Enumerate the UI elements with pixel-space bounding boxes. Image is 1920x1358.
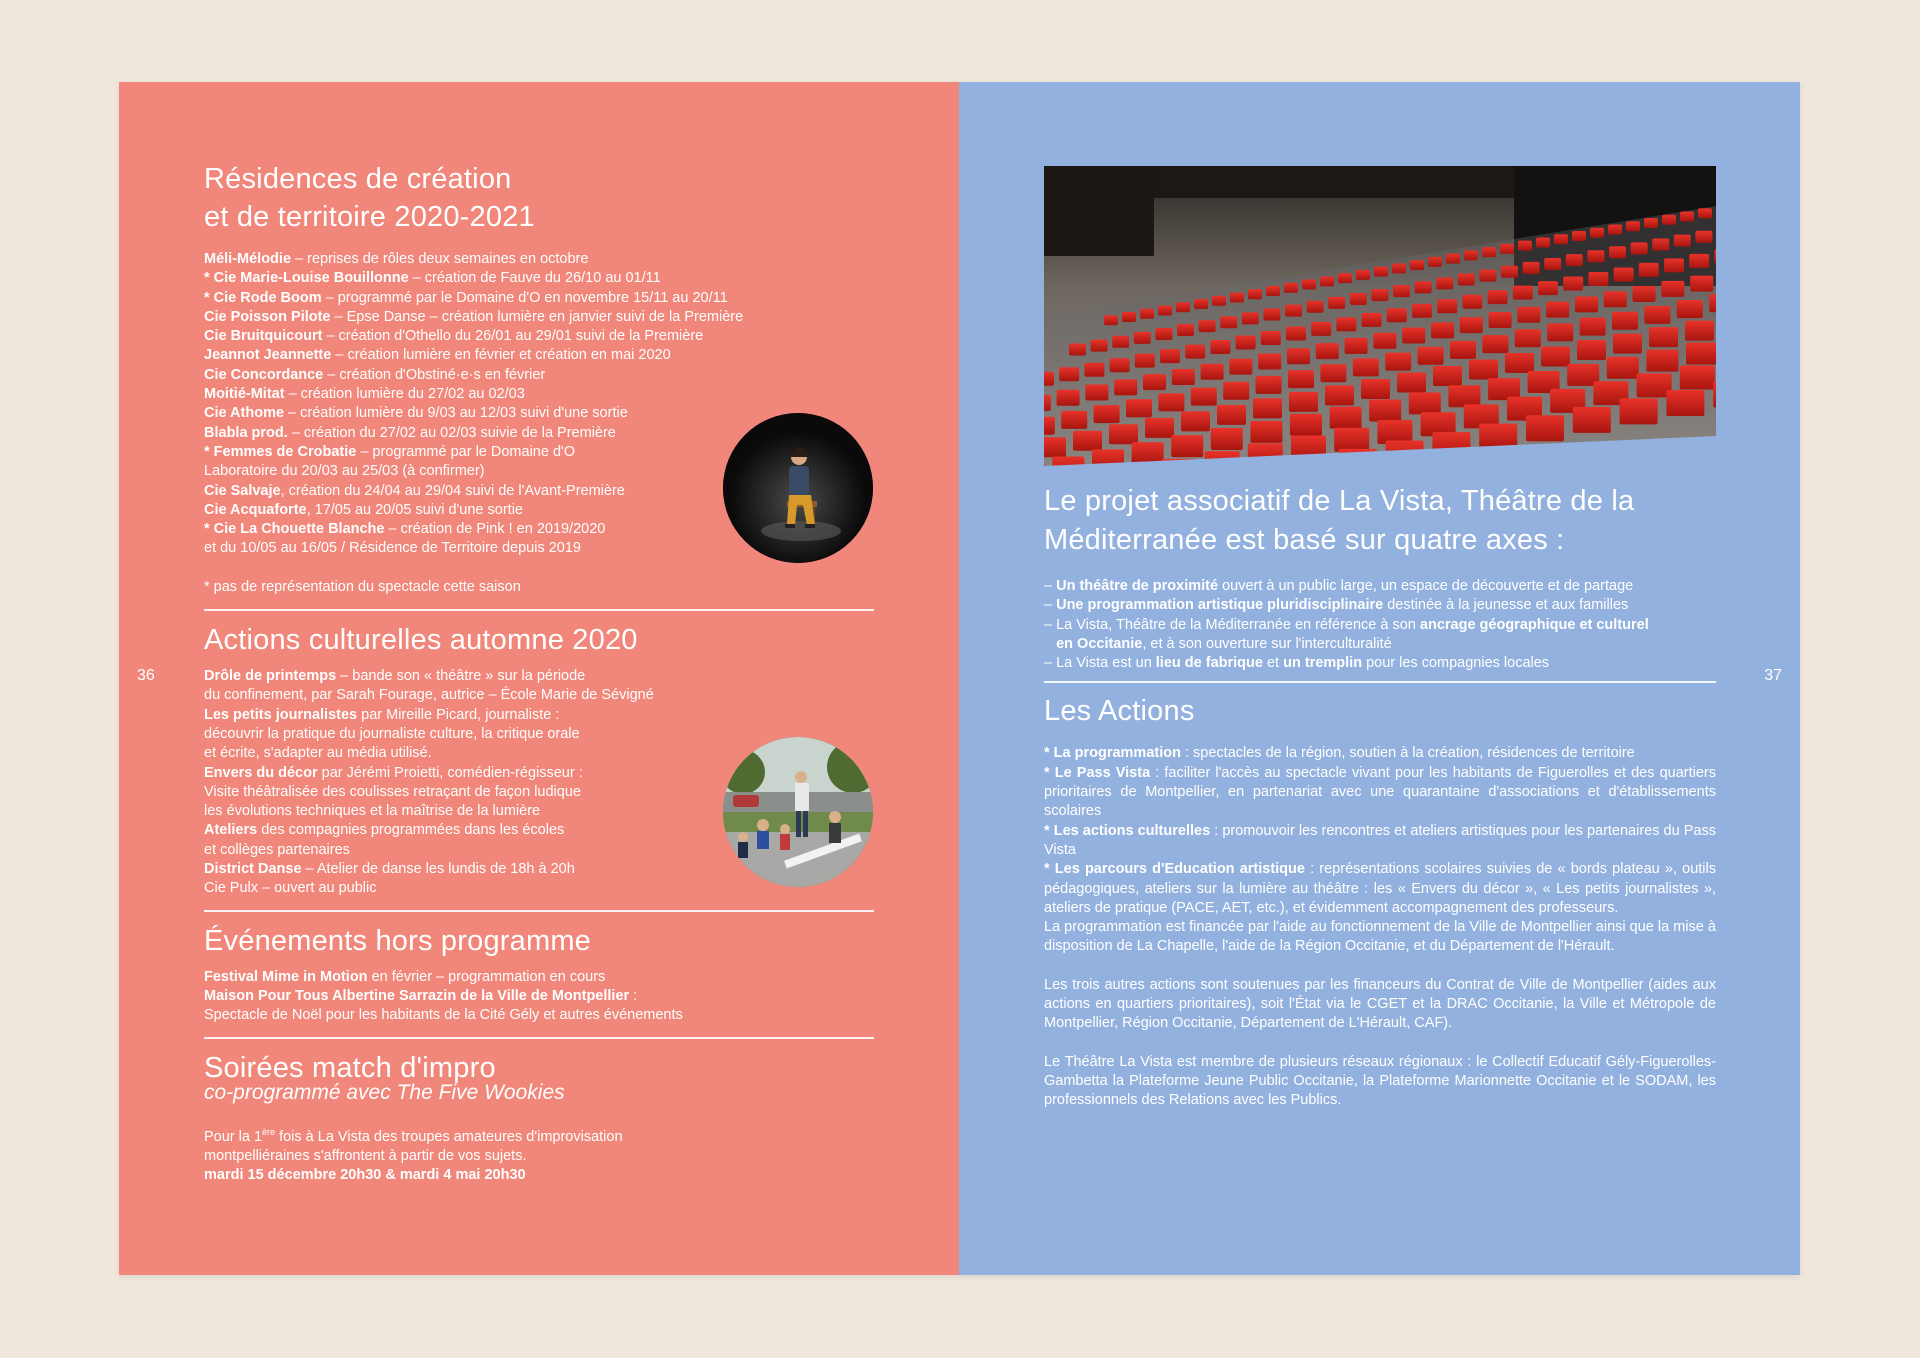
seat bbox=[1458, 274, 1475, 286]
seat bbox=[1061, 411, 1087, 429]
action-item: * Les parcours d'Education artistique : représentations scolaires suivies de « bords plateau », outils pédagogiques, ateliers sur la lumière au théâtre : les « Envers du décor », « Les petits journalistes », ateliers de pratique (PACE, AET, etc.), et évidemment accompagnement des professeurs. bbox=[1044, 861, 1716, 916]
seat bbox=[1544, 258, 1561, 270]
divider bbox=[204, 1037, 874, 1039]
seat bbox=[1140, 309, 1154, 319]
divider bbox=[204, 609, 874, 611]
seat bbox=[1160, 349, 1180, 363]
seat bbox=[1633, 286, 1656, 302]
seat bbox=[1302, 280, 1316, 290]
list-item: et du 10/05 au 16/05 / Résidence de Territoire depuis 2019 bbox=[204, 540, 581, 557]
seat bbox=[1369, 399, 1401, 421]
list-item: Ateliers des compagnies programmées dans les écoles bbox=[204, 822, 565, 839]
seat bbox=[1644, 306, 1670, 324]
seat bbox=[1410, 260, 1424, 270]
seat bbox=[1059, 367, 1079, 381]
seat bbox=[1572, 231, 1586, 241]
financing-paragraph: Les trois autres actions sont soutenues par les financeurs du Contrat de Ville de Montpellier (aides aux actions en quartiers prioritaires), soit l'État via le CGET et la DRAC Occitanie, la Ville et Métropole de Montpellier, Région Occitanie, Département de L'Hérault, CAF). bbox=[1044, 976, 1716, 1032]
seat bbox=[1266, 286, 1280, 296]
seat bbox=[1094, 405, 1120, 423]
seat bbox=[1289, 392, 1318, 412]
seat bbox=[1501, 266, 1518, 278]
projet-item: en Occitanie, et à son ouverture sur l'interculturalité bbox=[1056, 635, 1392, 652]
seat bbox=[1538, 281, 1558, 295]
theater-seats-image bbox=[1044, 166, 1716, 466]
seat bbox=[1590, 228, 1604, 238]
seat bbox=[1336, 317, 1356, 331]
list-item: Cie Bruitquicourt – création d'Othello du 26/01 au 29/01 suivi de la Première bbox=[204, 328, 704, 345]
seat bbox=[1713, 382, 1716, 408]
seat bbox=[1191, 388, 1217, 406]
list-item: Cie Acquaforte, 17/05 au 20/05 suivi d'une sortie bbox=[204, 501, 523, 518]
seat bbox=[1431, 322, 1454, 338]
divider bbox=[204, 910, 874, 912]
seat bbox=[1091, 340, 1108, 352]
seat bbox=[1517, 307, 1540, 323]
seat bbox=[1109, 424, 1138, 444]
seat bbox=[1044, 417, 1055, 435]
seat bbox=[1513, 286, 1533, 300]
seat bbox=[1631, 242, 1648, 254]
list-item: Visite théâtralisée des coulisses retraçant de façon ludique bbox=[204, 783, 581, 800]
seat bbox=[1176, 302, 1190, 312]
seat bbox=[1415, 281, 1432, 293]
seat bbox=[1620, 398, 1658, 424]
divider bbox=[1044, 681, 1716, 683]
seat bbox=[1110, 358, 1130, 372]
seat bbox=[1330, 407, 1362, 429]
children-image bbox=[723, 737, 873, 887]
seat bbox=[1392, 263, 1406, 273]
seat bbox=[1223, 382, 1249, 400]
list-item: * Femmes de Crobatie – programmé par le Domaine d'O bbox=[204, 443, 576, 460]
seat bbox=[1371, 289, 1388, 301]
seat bbox=[1377, 420, 1412, 444]
seat bbox=[1393, 285, 1410, 297]
list-item: Drôle de printemps – bande son « théâtre » sur la période bbox=[204, 668, 586, 685]
seat bbox=[1220, 316, 1237, 328]
seat bbox=[1541, 347, 1570, 367]
residences-note: * pas de représentation du spectacle cette saison bbox=[204, 578, 521, 595]
seat bbox=[1695, 231, 1712, 243]
seat bbox=[1462, 295, 1482, 309]
left-column bbox=[204, 160, 874, 1185]
list-item: * Cie La Chouette Blanche – création de Pink ! en 2019/2020 bbox=[204, 521, 606, 538]
list-item: * Cie Rode Boom – programmé par le Domaine d'O en novembre 15/11 au 20/11 bbox=[204, 289, 728, 306]
seat bbox=[1505, 353, 1534, 373]
seat bbox=[1500, 244, 1514, 254]
seat bbox=[1134, 332, 1151, 344]
seat bbox=[1587, 250, 1604, 262]
seat bbox=[1172, 369, 1195, 385]
seat bbox=[1212, 296, 1226, 306]
list-item: Festival Mime in Motion en février – programmation en cours bbox=[204, 968, 606, 985]
list-item: Cie Salvaje, création du 24/04 au 29/04 suivi de l'Avant-Première bbox=[204, 482, 625, 499]
list-item: Envers du décor par Jérémi Proietti, comédien-régisseur : bbox=[204, 764, 583, 781]
seat bbox=[1446, 254, 1460, 264]
seat bbox=[1662, 215, 1676, 225]
list-item: et collèges partenaires bbox=[204, 841, 350, 858]
action-item: * Le Pass Vista : faciliter l'accès au spectacle vivant pour les habitants de Figuerolles et des quartiers prioritaires de Montpellier, en partenariat avec une quarantaine d'associations et d'établissements scolaires bbox=[1044, 764, 1716, 820]
seat bbox=[1536, 237, 1550, 247]
seat bbox=[1253, 398, 1282, 418]
seat bbox=[1248, 289, 1262, 299]
seat bbox=[1685, 321, 1714, 341]
seat bbox=[1126, 399, 1152, 417]
seat bbox=[1566, 254, 1583, 266]
seat bbox=[1460, 317, 1483, 333]
list-item: Cie Concordance – création d'Obstiné·e·s en février bbox=[204, 366, 546, 383]
seat bbox=[1373, 333, 1396, 349]
seat bbox=[1320, 276, 1334, 286]
seat bbox=[1143, 374, 1166, 390]
seat bbox=[1604, 291, 1627, 307]
seat bbox=[1608, 224, 1622, 234]
seat bbox=[1112, 336, 1129, 348]
soirees-title: Soirées match d'impro bbox=[204, 1051, 496, 1084]
seat bbox=[1194, 299, 1208, 309]
list-item: Méli-Mélodie – reprises de rôles deux semaines en octobre bbox=[204, 251, 589, 267]
networks-paragraph: Le Théâtre La Vista est membre de plusieurs réseaux régionaux : le Collectif Educatif Gély-Figuerolles-Gambetta la Plateforme Jeune Public Occitanie, la Plateforme Marionnette Occitanie et le SODAM, les professionnels des Relations avec les Publics. bbox=[1044, 1053, 1716, 1109]
seat bbox=[1374, 267, 1388, 277]
page-number-right: 37 bbox=[1764, 667, 1782, 684]
seat bbox=[1489, 312, 1512, 328]
list-item: Spectacle de Noël pour les habitants de la Cité Gély et autres événements bbox=[204, 1007, 683, 1024]
seat bbox=[1588, 272, 1608, 286]
list-item: Moitié-Mitat – création lumière du 27/02 au 02/03 bbox=[204, 386, 525, 403]
seat bbox=[1263, 309, 1280, 321]
actions-automne-title: Actions culturelles automne 2020 bbox=[204, 624, 638, 657]
list-item: découvrir la pratique du journaliste culture, la critique orale bbox=[204, 725, 580, 742]
seat bbox=[1644, 218, 1658, 228]
seat bbox=[1689, 254, 1709, 268]
performer-image bbox=[723, 413, 873, 563]
seat bbox=[1607, 357, 1639, 379]
seat bbox=[1523, 262, 1540, 274]
seat bbox=[1073, 431, 1102, 451]
seat bbox=[1680, 212, 1694, 222]
seat bbox=[1686, 342, 1716, 364]
seat bbox=[1211, 428, 1243, 450]
seat bbox=[1698, 208, 1712, 218]
seat bbox=[1261, 331, 1281, 345]
action-item: * Les actions culturelles : promouvoir les rencontres et ateliers artistiques pour les partenaires du Pass Vista bbox=[1044, 822, 1716, 858]
seat bbox=[1612, 312, 1638, 330]
seat bbox=[1690, 276, 1713, 292]
seat bbox=[1320, 364, 1346, 382]
seat bbox=[1201, 364, 1224, 380]
seat bbox=[1044, 395, 1051, 411]
projet-list bbox=[1044, 577, 1724, 673]
seat bbox=[1256, 376, 1282, 394]
soirees-dates: mardi 15 décembre 20h30 & mardi 4 mai 20h30 bbox=[204, 1166, 526, 1183]
seat bbox=[1666, 390, 1704, 416]
list-item: les évolutions techniques et la maîtrise de la lumière bbox=[204, 803, 541, 820]
page-number-left: 36 bbox=[137, 667, 155, 684]
seat bbox=[1409, 392, 1441, 414]
seat bbox=[1229, 359, 1252, 375]
seat bbox=[1518, 241, 1532, 251]
seat bbox=[1646, 350, 1678, 372]
projet-item: – La Vista est un lieu de fabrique et un tremplin pour les compagnies locales bbox=[1044, 655, 1550, 672]
seat bbox=[1664, 258, 1684, 272]
seat bbox=[1563, 277, 1583, 291]
list-item: District Danse – Atelier de danse les lundis de 18h à 20h bbox=[204, 861, 575, 878]
seat bbox=[1674, 235, 1691, 247]
seat bbox=[1482, 335, 1508, 353]
seat bbox=[1428, 257, 1442, 267]
actions-title: Les Actions bbox=[1044, 695, 1195, 728]
seat bbox=[1649, 327, 1678, 347]
seat bbox=[1402, 328, 1425, 344]
seat bbox=[1609, 246, 1626, 258]
seat bbox=[1250, 421, 1282, 443]
seat bbox=[1286, 326, 1306, 340]
list-item: Blabla prod. – création du 27/02 au 02/03 suivie de la Première bbox=[204, 424, 616, 441]
seat bbox=[1661, 281, 1684, 297]
seat bbox=[1573, 407, 1611, 433]
actions-description bbox=[1044, 744, 1716, 956]
seat bbox=[1356, 270, 1370, 280]
seat bbox=[1044, 437, 1066, 457]
seat bbox=[1479, 270, 1496, 282]
seat bbox=[1680, 366, 1715, 390]
seat bbox=[1547, 323, 1573, 341]
seat bbox=[1210, 340, 1230, 354]
seat bbox=[1307, 301, 1324, 313]
seat bbox=[1122, 312, 1136, 322]
list-item: Jeannot Jeannette – création lumière en février et création en mai 2020 bbox=[204, 347, 671, 364]
seat bbox=[1469, 360, 1498, 380]
seat bbox=[1387, 308, 1407, 322]
brochure-spread bbox=[119, 82, 1800, 1275]
seat bbox=[1325, 385, 1354, 405]
theater-seats-photo bbox=[1044, 166, 1716, 466]
seat bbox=[1577, 340, 1606, 360]
seat bbox=[1338, 273, 1352, 283]
seat bbox=[1580, 318, 1606, 336]
seat bbox=[1526, 415, 1564, 441]
seat bbox=[1177, 324, 1194, 336]
seat bbox=[1637, 373, 1672, 397]
projet-item: – Une programmation artistique pluridisciplinaire destinée à la jeunesse et aux familles bbox=[1044, 597, 1629, 614]
projet-item: – La Vista, Théâtre de la Méditerranée en référence à son ancrage géographique et culturel bbox=[1044, 616, 1649, 633]
list-item: Cie Athome – création lumière du 9/03 au 12/03 suivi d'une sortie bbox=[204, 405, 628, 422]
seat bbox=[1185, 345, 1205, 359]
list-item: Laboratoire du 20/03 au 25/03 (à confirmer) bbox=[204, 463, 485, 480]
action-item: * La programmation : spectacles de la région, soutien à la création, résidences de territoire bbox=[1044, 745, 1635, 762]
soirees-text-1: Pour la 1ère fois à La Vista des troupes amateures d'improvisation bbox=[204, 1126, 623, 1145]
right-page bbox=[959, 82, 1800, 1275]
seat bbox=[1709, 294, 1716, 312]
seat bbox=[1613, 334, 1642, 354]
seat bbox=[1652, 239, 1669, 251]
seat bbox=[1450, 341, 1476, 359]
seat bbox=[1311, 322, 1331, 336]
action-item: La programmation est financée par l'aide au fonctionnement de la Ville de Montpellier ainsi que la mise à disposition de La Chapelle, l'aide de la Région Occitanie, et du Département de l'Hérault. bbox=[1044, 919, 1716, 955]
seat bbox=[1397, 372, 1426, 392]
seat bbox=[1155, 328, 1172, 340]
seat bbox=[1614, 267, 1634, 281]
seat bbox=[1236, 336, 1256, 350]
seat bbox=[1334, 428, 1369, 452]
performer-photo bbox=[723, 413, 873, 563]
seat bbox=[1242, 312, 1259, 324]
seat bbox=[1436, 277, 1453, 289]
seat bbox=[1057, 390, 1080, 406]
seat bbox=[1230, 293, 1244, 303]
projet-item: – Un théâtre de proximité ouvert à un public large, un espace de découverte et de partage bbox=[1044, 578, 1634, 594]
soirees-subtitle: co-programmé avec The Five Wookies bbox=[204, 1080, 565, 1104]
seat bbox=[1464, 250, 1478, 260]
seat bbox=[1135, 354, 1155, 368]
seat bbox=[1437, 299, 1457, 313]
seat bbox=[1515, 329, 1541, 347]
seat bbox=[1546, 302, 1569, 318]
seat bbox=[1412, 304, 1432, 318]
seat bbox=[1158, 393, 1184, 411]
seat bbox=[1217, 405, 1246, 425]
seat bbox=[1433, 366, 1462, 386]
children-photo bbox=[723, 737, 873, 887]
evenements-title: Événements hors programme bbox=[204, 924, 591, 957]
list-item: Les petits journalistes par Mireille Picard, journaliste : bbox=[204, 706, 560, 723]
list-item: et écrite, s'adapter au média utilisé. bbox=[204, 745, 432, 762]
seat bbox=[1714, 249, 1716, 263]
seat bbox=[1258, 353, 1281, 369]
evenements-list bbox=[204, 968, 874, 1026]
seat bbox=[1362, 313, 1382, 327]
seat bbox=[1044, 372, 1054, 386]
left-page bbox=[119, 82, 959, 1275]
seat bbox=[1575, 296, 1598, 312]
seat bbox=[1639, 263, 1659, 277]
seat bbox=[1353, 358, 1379, 376]
seat bbox=[1069, 344, 1086, 356]
seat bbox=[1084, 363, 1104, 377]
seat bbox=[1285, 305, 1302, 317]
seat bbox=[1345, 338, 1368, 354]
seat bbox=[1418, 347, 1444, 365]
seat bbox=[1104, 315, 1118, 325]
seat bbox=[1316, 343, 1339, 359]
seat bbox=[1145, 418, 1174, 438]
seat bbox=[1181, 411, 1210, 431]
seat bbox=[1350, 293, 1367, 305]
seat bbox=[1677, 300, 1703, 318]
seat bbox=[1626, 221, 1640, 231]
list-item: Cie Pulx – ouvert au public bbox=[204, 880, 377, 897]
list-item: Maison Pour Tous Albertine Sarrazin de la Ville de Montpellier : bbox=[204, 987, 638, 1004]
right-column bbox=[1044, 482, 1724, 1111]
seat bbox=[1290, 414, 1322, 436]
seat bbox=[1114, 379, 1137, 395]
seat bbox=[1554, 234, 1568, 244]
projet-title: Le projet associatif de La Vista, Théâtre de la Méditerranée est basé sur quatre axes : bbox=[1044, 485, 1635, 556]
seat bbox=[1284, 283, 1298, 293]
seat bbox=[1488, 290, 1508, 304]
seat bbox=[1328, 297, 1345, 309]
seat bbox=[1448, 385, 1480, 407]
soirees-text-2: montpelliéraines s'affrontent à partir de vos sujets. bbox=[204, 1147, 527, 1164]
seat bbox=[1158, 305, 1172, 315]
list-item: du confinement, par Sarah Fourage, autrice – École Marie de Sévigné bbox=[204, 687, 654, 704]
seat bbox=[1361, 379, 1390, 399]
seat bbox=[1085, 385, 1108, 401]
seat bbox=[1171, 435, 1203, 457]
residences-title: Résidences de création et de territoire 2020-2021 bbox=[204, 163, 535, 233]
seat bbox=[1199, 320, 1216, 332]
seat bbox=[1287, 348, 1310, 364]
seat bbox=[1385, 353, 1411, 371]
seat bbox=[1288, 370, 1314, 388]
list-item: * Cie Marie-Louise Bouillonne – création de Fauve du 26/10 au 01/11 bbox=[204, 270, 661, 287]
list-item: Cie Poisson Pilote – Epse Danse – création lumière en janvier suivi de la Première bbox=[204, 308, 744, 325]
seat bbox=[1482, 247, 1496, 257]
